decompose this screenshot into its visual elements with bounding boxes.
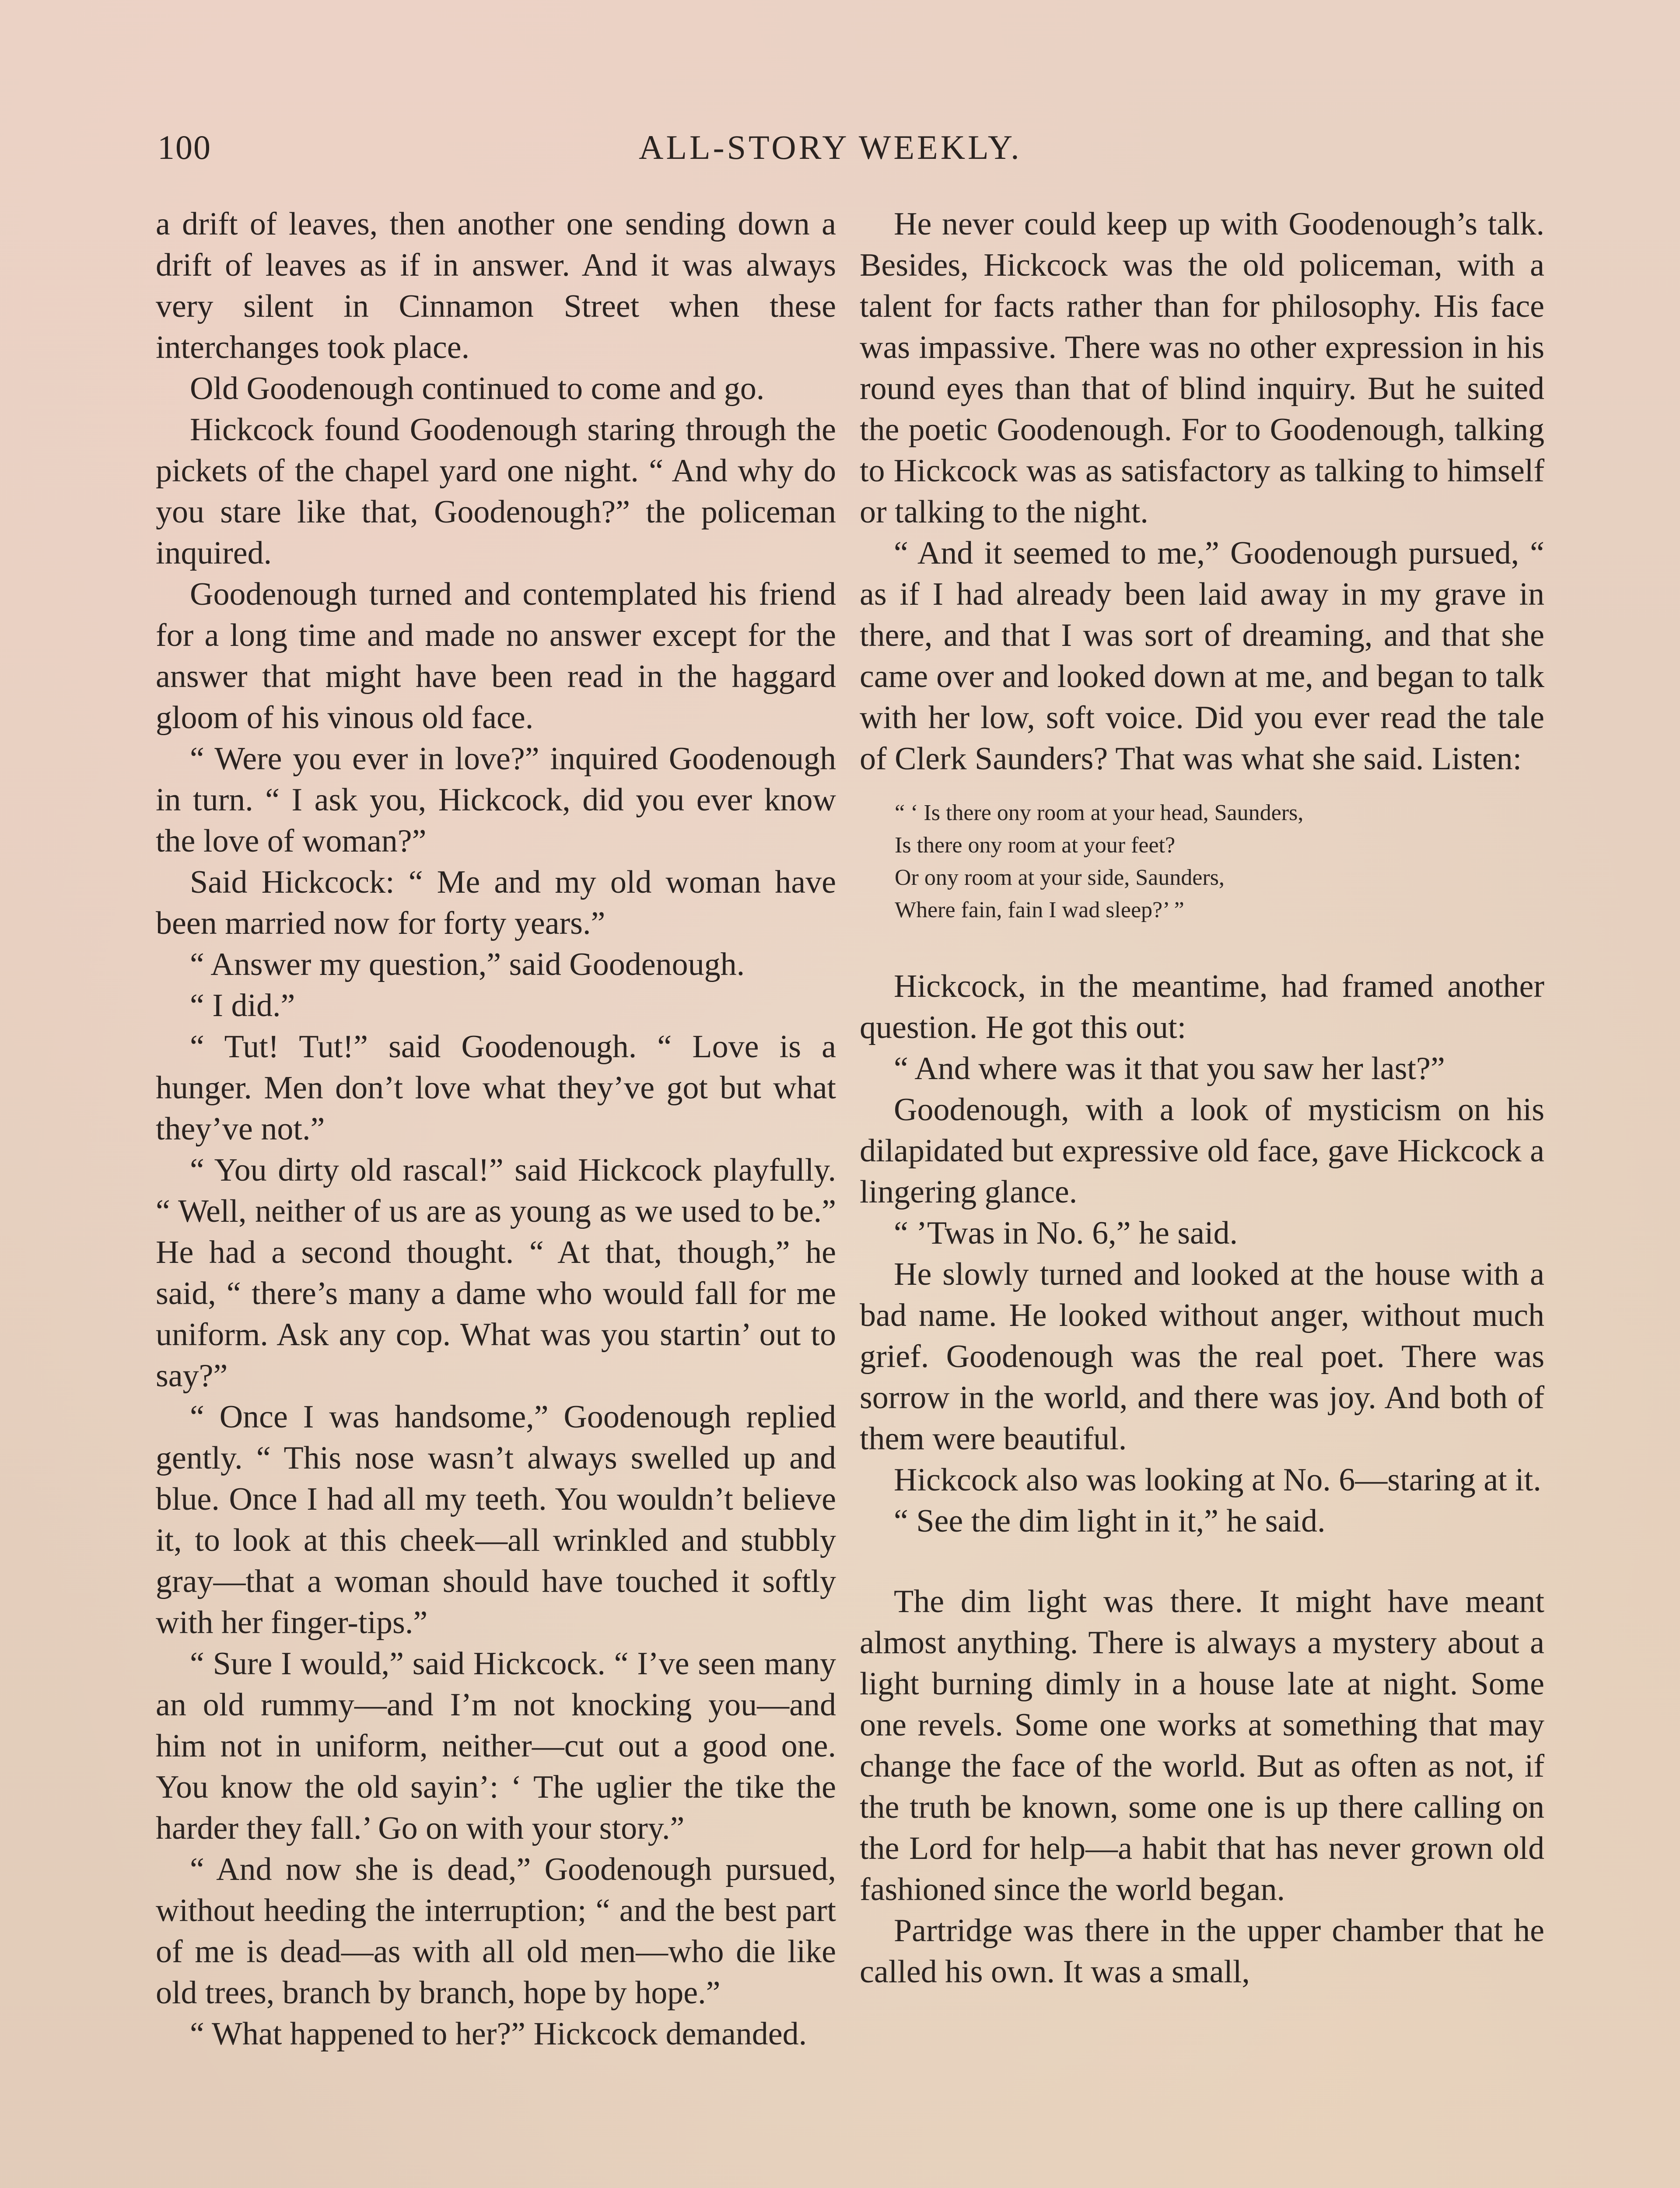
- paragraph: “ See the dim light in it,” he said.: [894, 1503, 1326, 1539]
- page-header: [158, 128, 1536, 176]
- paragraph: He never could keep up with Goodenough’s talk. Besides, Hickcock was the old policeman, with a talent for facts rather than for philosophy. His face was impassive. There was no other expression in his round eyes than that of blind inquiry. But he suited the poetic Goodenough. For to Goodenough, talking to Hickcock was as satisfactory as talking to himself or talking to the night.: [860, 206, 1544, 530]
- paragraph: “ And it seemed to me,” Goodenough pursued, “ as if I had already been laid away in my grave in there, and that I was sort of dreaming, and that she came over and looked down at me, and began to talk with her low, soft voice. Did you ever read the tale of Clerk Saunders? That was what she said. Listen:: [860, 535, 1544, 777]
- page-number: 100: [158, 128, 211, 166]
- paragraph: “ Once I was handsome,” Goodenough replied gently. “ This nose wasn’t always swelled up and blue. Once I had all my teeth. You wouldn’t believe it, to look at this cheek—all wrinkled and stubbly gray—that a woman should have touched it softly with her finger-tips.”: [156, 1399, 836, 1641]
- paragraph: Goodenough turned and contemplated his friend for a long time and made no answer except for the answer that might have been read in the haggard gloom of his vinous old face.: [156, 576, 836, 736]
- paragraph: “ And now she is dead,” Goodenough pursued, without heeding the interruption; “ and the best part of me is dead—as with all old men—who die like old trees, branch by branch, hope by hope.”: [156, 1851, 836, 2011]
- paragraph: He slowly turned and looked at the house with a bad name. He looked without anger, without much grief. Goodenough was the real poet. There was sorrow in the world, and there was joy. And both of them were beautiful.: [860, 1256, 1544, 1457]
- paragraph: “ ’Twas in No. 6,” he said.: [894, 1215, 1238, 1251]
- poem-line: Is there ony room at your feet?: [895, 833, 1176, 858]
- paragraph: “ I did.”: [190, 988, 295, 1024]
- section-break: [860, 1542, 1544, 1581]
- paragraph: “ Answer my question,” said Goodenough.: [190, 947, 745, 982]
- paragraph: “ What happened to her?” Hickcock demanded.: [190, 2016, 807, 2052]
- paragraph: Goodenough, with a look of mysticism on his dilapidated but expressive old face, gave Hickcock a lingering glance.: [860, 1092, 1544, 1210]
- poem-line: “ ‘ Is there ony room at your head, Saunders,: [895, 800, 1304, 825]
- left-column: [156, 203, 836, 2055]
- paragraph: Hickcock, in the meantime, had framed another question. He got this out:: [860, 968, 1544, 1045]
- poem-quote: [895, 797, 1544, 926]
- poem-line: Where fain, fain I wad sleep?’ ”: [895, 898, 1184, 922]
- running-title: ALL-STORY WEEKLY.: [639, 128, 1022, 166]
- paragraph: “ Sure I would,” said Hickcock. “ I’ve seen many an old rummy—and I’m not knocking you—and him not in uniform, neither—cut out a good one. You know the old sayin’: ‘ The uglier the tike the harder they fall.’ Go on with your story.”: [156, 1646, 836, 1846]
- paragraph: Old Goodenough continued to come and go.: [190, 371, 765, 407]
- paragraph: Hickcock also was looking at No. 6—staring at it.: [894, 1462, 1541, 1498]
- paragraph: “ Tut! Tut!” said Goodenough. “ Love is a hunger. Men don’t love what they’ve got but what they’ve not.”: [156, 1029, 836, 1147]
- poem-line: Or ony room at your side, Saunders,: [895, 865, 1225, 890]
- paragraph: a drift of leaves, then another one sending down a drift of leaves as if in answer. And it was always very silent in Cinnamon Street when these interchanges took place.: [156, 206, 836, 365]
- right-column: [860, 203, 1544, 1992]
- paragraph: Hickcock found Goodenough staring through the pickets of the chapel yard one night. “ And why do you stare like that, Goodenough?” the policeman inquired.: [156, 412, 836, 571]
- paragraph: Said Hickcock: “ Me and my old woman have been married now for forty years.”: [156, 864, 836, 941]
- paragraph: “ You dirty old rascal!” said Hickcock playfully. “ Well, neither of us are as young as we used to be.” He had a second thought. “ At that, though,” he said, “ there’s many a dame who would fall for me uniform. Ask any cop. What was you startin’ out to say?”: [156, 1152, 836, 1394]
- paragraph: “ And where was it that you saw her last?”: [894, 1051, 1445, 1087]
- paragraph: Partridge was there in the upper chamber that he called his own. It was a small,: [860, 1913, 1544, 1990]
- paragraph: The dim light was there. It might have meant almost anything. There is always a mystery about a light burning dimly in a house late at night. Some one revels. Some one works at something that may change the face of the world. But as often as not, if the truth be known, some one is up there calling on the Lord for help—a habit that has never grown old fashioned since the world began.: [860, 1584, 1544, 1907]
- paragraph: “ Were you ever in love?” inquired Goodenough in turn. “ I ask you, Hickcock, did you ever know the love of woman?”: [156, 741, 836, 859]
